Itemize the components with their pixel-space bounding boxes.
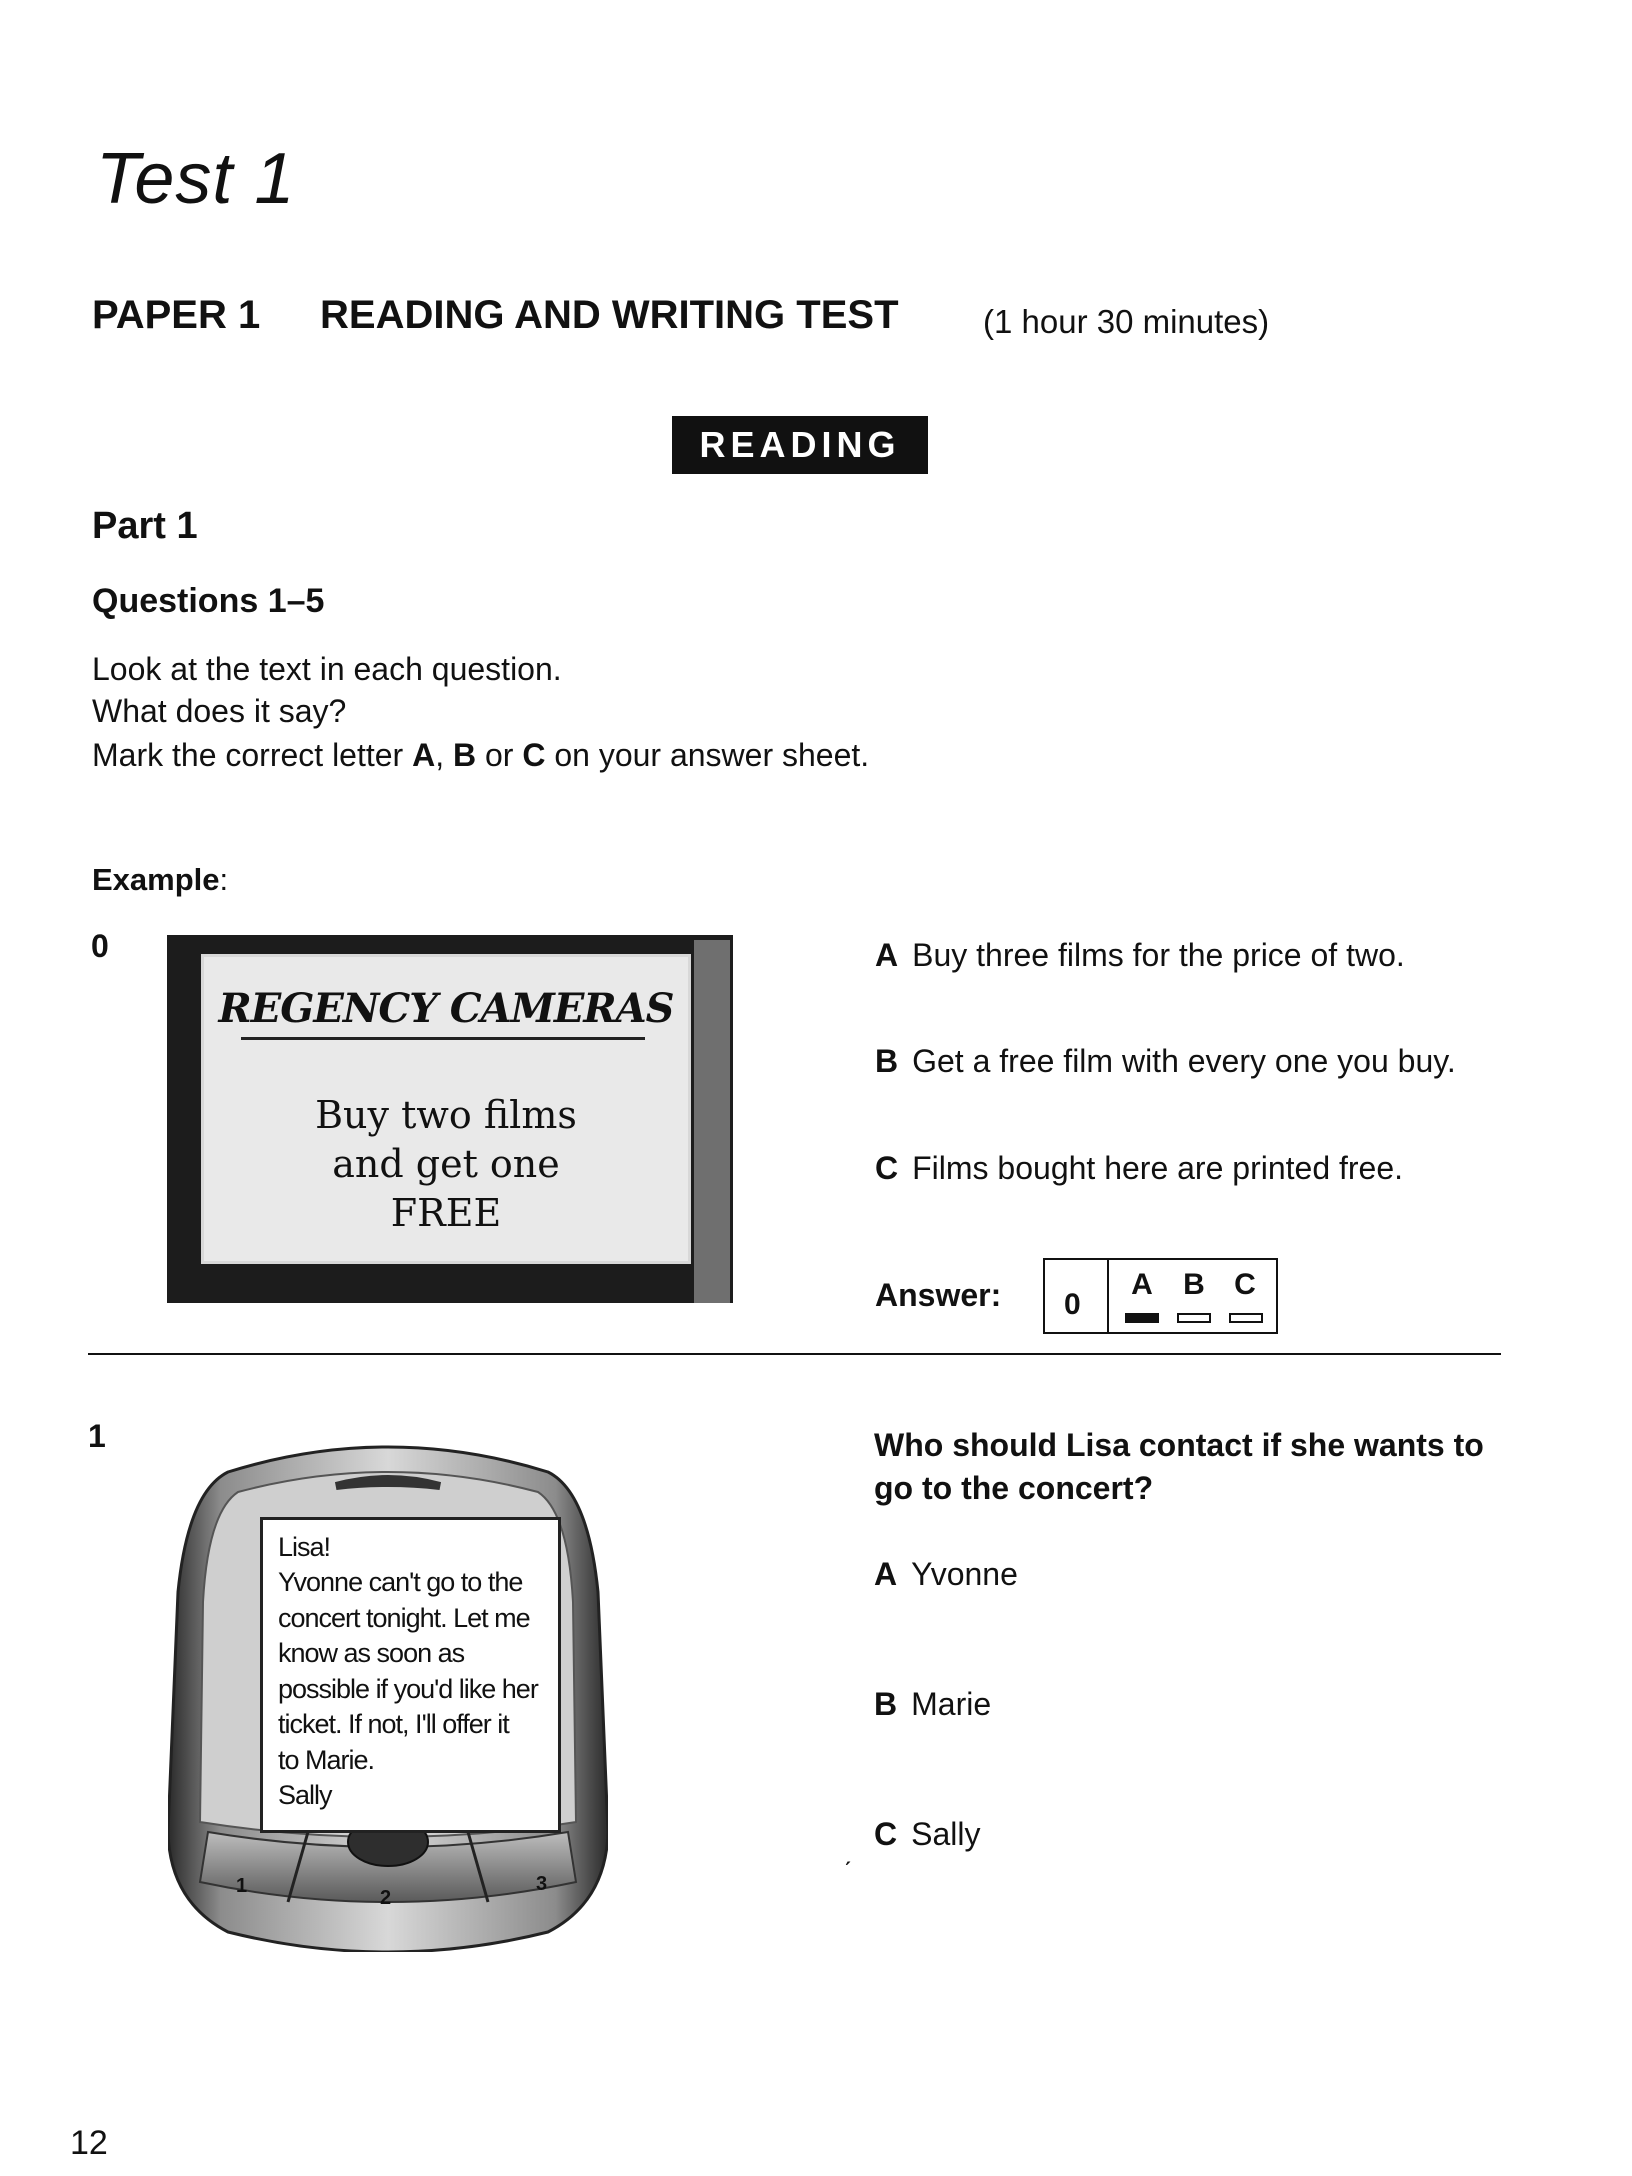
example-number: 0: [91, 928, 109, 964]
message-line: ticket. If not, I'll offer it: [278, 1709, 509, 1739]
notice-line: Buy two films: [315, 1093, 577, 1137]
message-line: to Marie.: [278, 1745, 375, 1775]
question-option-b: B Marie: [874, 1686, 992, 1722]
question-text: go to the concert?: [874, 1470, 1154, 1506]
answer-label: Answer:: [875, 1277, 1002, 1313]
paper-name: READING AND WRITING TEST: [320, 293, 899, 337]
test-title: Test 1: [96, 139, 296, 219]
page-number: 12: [70, 2124, 108, 2162]
phone-key-3: 3: [536, 1873, 548, 1895]
message-line: concert tonight. Let me: [278, 1603, 530, 1633]
answer-bubble-c: [1229, 1313, 1263, 1323]
notice-underline: [241, 1037, 645, 1040]
answer-box-divider: [1107, 1258, 1109, 1334]
paper-label: PAPER 1: [92, 293, 261, 337]
message-line: Yvonne can't go to the: [278, 1567, 523, 1597]
answer-bubble-a: [1125, 1313, 1159, 1323]
instruction-line: Look at the text in each question.: [92, 651, 562, 687]
phone-key-2: 2: [380, 1887, 392, 1909]
instruction-line: What does it say?: [92, 693, 347, 729]
example-option-b: B Get a free film with every one you buy.: [875, 1043, 1456, 1079]
question-text: Who should Lisa contact if she wants to: [874, 1427, 1484, 1463]
answer-letter-c: C: [1234, 1268, 1256, 1301]
example-label: Example:: [92, 862, 229, 897]
answer-number: 0: [1064, 1288, 1081, 1321]
section-divider: [88, 1353, 1501, 1355]
message-line: possible if you'd like her: [278, 1674, 538, 1704]
example-option-a: A Buy three films for the price of two.: [875, 937, 1405, 973]
answer-bubble-b: [1177, 1313, 1211, 1323]
section-heading: READING: [672, 416, 928, 474]
notice-edge: [694, 940, 730, 1303]
question-option-a: A Yvonne: [874, 1556, 1018, 1592]
message-line: know as soon as: [278, 1638, 465, 1668]
part-title: Part 1: [92, 505, 198, 547]
question-option-c: C Sally: [874, 1816, 981, 1852]
notice-line: FREE: [390, 1191, 502, 1235]
answer-letter-b: B: [1183, 1268, 1205, 1301]
phone-speaker: [336, 1479, 440, 1486]
answer-letter-a: A: [1131, 1268, 1153, 1301]
paper-duration: (1 hour 30 minutes): [983, 303, 1270, 340]
message-line: Sally: [278, 1780, 332, 1810]
notice-title: REGENCY CAMERAS: [218, 985, 674, 1032]
question-number: 1: [88, 1418, 106, 1454]
phone-key-1: 1: [236, 1875, 248, 1897]
questions-range: Questions 1–5: [92, 582, 325, 620]
pen-mark-icon: ˏ: [843, 1836, 852, 1866]
notice-line: and get one: [332, 1142, 560, 1186]
message-line: Lisa!: [278, 1532, 331, 1562]
example-option-c: C Films bought here are printed free.: [875, 1150, 1404, 1186]
instruction-mark-line: Mark the correct letter A, B or C on your answer sheet.: [92, 737, 870, 773]
